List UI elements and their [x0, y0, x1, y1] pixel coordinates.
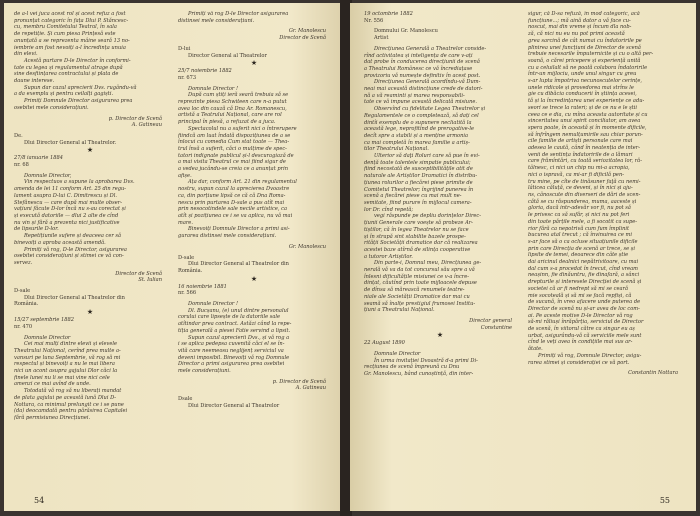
text-line: urbat, asigurându-vă că serviciile mele sunt: [528, 332, 642, 339]
text-line: România.: [14, 301, 39, 308]
text-line: unele ridicole și provedorea mai strîns le: [528, 84, 634, 91]
text-line: ai. Pe aceste motive D-le Director vă rog: [528, 312, 633, 319]
text-line: În urma invitației Dvoastră d-a primi Di-: [374, 357, 478, 364]
text-line: iembrie am fost nevoiți a-l încredința unuia: [14, 44, 126, 51]
signature-line: Constantine: [480, 324, 512, 331]
text-line: Primiți vă rog D-le Director asigurarea: [188, 11, 289, 17]
text-line: grea sarcină de cât numai cu îndatoririle pe: [528, 37, 642, 44]
text-line: avea loc din cauză că Dna Ar. Romanescu,: [178, 105, 287, 112]
text-line: Dlui Director General al Theatrelor din: [24, 294, 125, 301]
section-star-divider: ★: [250, 274, 258, 283]
text-line: osebitei considerațiuni și stimei ce vă con-: [14, 253, 124, 260]
text-line: societei că ar fi nedrept să mi se ceară: [528, 285, 629, 292]
text-line: Primiți Domnule Director asigurarea prea: [24, 98, 133, 105]
text-line: să-mi răliuși înrăpărția, serviciul de Director: [528, 319, 644, 326]
text-line: mie socoteală și să mi se facă repfiși, că: [528, 292, 632, 299]
signature-line: Director general: [469, 317, 512, 324]
text-line: a mai visita Theatrul ce mai fiind sigur de: [178, 159, 286, 166]
text-line: înlocui cu comedia Cum stat toate — Thea-: [178, 139, 290, 146]
text-line: Nottara, ca minimul prelungit ce i se pune: [14, 401, 124, 408]
text-line: adesea le caută, când în neatenția de inter-: [528, 145, 640, 152]
text-line: Binevoiți Domnule Director a primi asi-: [188, 226, 290, 233]
text-line: daune interese.: [14, 78, 55, 85]
text-line: fără permisiunea Direcțiunei.: [14, 414, 91, 421]
text-line: artistă a Teatrului Național, care are rol: [178, 112, 282, 119]
text-line: i se aplica pedepsa cuvenită căci el se în-: [178, 341, 285, 348]
text-line: Dlui Director General al Theatrelor din: [188, 261, 289, 268]
text-line: Director General al Theatrelor: [188, 52, 267, 59]
text-line: 25/7 noiembrie 1882: [178, 68, 232, 75]
text-line: s-ar lupta împotriva necunoscutelor cerințe,: [528, 78, 642, 85]
text-line: Nr. 556: [364, 17, 384, 24]
text-line: naturale ale Artiștilor Dramatici în distribu-: [364, 173, 478, 180]
text-line: tate cu legea și regulamentul atrage după: [14, 64, 123, 71]
text-line: D-sale: [178, 254, 195, 261]
text-line: de scenă, în viitorul către ca singur eu aș: [528, 326, 635, 333]
text-line: trul însă a suferit, căci o mulțime de spec-: [178, 145, 287, 152]
text-line: nerală vă va da tot concursul său spre a vă: [364, 267, 475, 274]
text-line: de sucană, în vreo afacere unde puterea de: [528, 299, 641, 306]
text-line: ca mai completă în marea familie a artiș-: [364, 139, 470, 146]
text-line: Domnule Director: [374, 351, 421, 358]
text-line: 16 noiembrie 1881: [178, 283, 227, 290]
text-line: Primiți vă rog, D-le Director, asigurarea: [24, 246, 127, 253]
text-line: acestei baze atîrnă de silința cooperative: [364, 246, 471, 253]
text-line: tâlnesc, ci nici un chip nu mi-a acropia,: [528, 165, 630, 172]
text-line: Gr. Manolescu, bând cunoștință, din inter-: [364, 371, 474, 378]
text-line: Din parte-i, Domnul meu, Direcțiunea ge-: [374, 260, 482, 267]
text-line: 22 August 1890: [364, 340, 405, 347]
text-line: nostru, supun cazul la aprecierea Dvoastre: [178, 186, 290, 193]
signature-line: p. Director de Scenă: [272, 378, 326, 385]
text-line: fiind necostată de susceptibilitățile atit de: [364, 166, 473, 173]
text-line: și execută datoriile — dlui 2 alte de cînd: [14, 212, 119, 219]
text-line: care frămîntări, cu toată seriozitatea lor, ră-: [528, 158, 642, 165]
text-line: dal cum s-a procedat în trecut, cînd vream: [528, 265, 638, 272]
text-line: bucurea atal trecut ; că învinuirea ce mi: [528, 232, 632, 239]
text-line: nici o ispravă, ca mi-ar fi dificilă pen-: [528, 171, 624, 178]
text-line: Totodată vă rog să nu liberați mandat: [24, 388, 122, 395]
text-line: gie cu dibăcia conducerii în știința acesei,: [528, 91, 637, 98]
text-line: într-un mijlociu, unde unul singur cu greu: [528, 71, 637, 78]
text-line: cile familie de artiști personale care mai: [528, 138, 633, 145]
text-line: din toate părțile mele, a fi socotit ca supe-: [528, 218, 638, 225]
text-line: Supun dar cazul aprecierii Dvs. rugându-vă: [24, 84, 137, 91]
section-star-divider: ★: [250, 59, 258, 68]
text-line: drepturile și interesele Direcției de scenă și: [528, 279, 642, 286]
text-line: din elevi.: [14, 51, 38, 58]
text-line: mare.: [178, 219, 193, 226]
text-line: 19 octombrie 1882: [364, 11, 413, 17]
text-line: ză, că nici nu eu nu pot primi această: [528, 31, 625, 38]
text-line: sinceritatea unui spirit conciliator, am avea: [528, 118, 641, 125]
text-line: tate ce vă impune această delicată misiune.: [364, 99, 477, 106]
text-line: de dînsa să mărească renumele teatre-: [364, 287, 465, 294]
text-line: spera poate, în această și în momente dificile,: [528, 124, 647, 131]
text-line: anunțată a se reprezenta mâine seară 13 no-: [14, 37, 130, 44]
text-line: vansuri pe luna Septembrie, vă rog să mi: [14, 354, 121, 361]
text-line: Ața dar, conform Art. 21 din regulamentul: [188, 179, 297, 186]
signature-line: A. Gatineau: [131, 122, 162, 129]
signature-line: Gr. Manolescu: [288, 28, 326, 35]
text-line: înlesni dificultățile misiunei ce v-a încre-: [364, 273, 469, 280]
text-line: Dlui Director General al Theatrelor.: [24, 139, 117, 146]
text-line: atît și pozițiunea ce i se va aplica, nu vă mai: [178, 212, 293, 219]
signature-line: Gr. Manolescu: [288, 243, 326, 250]
text-line: nr. 566: [178, 290, 197, 297]
text-line: a Theatrului Românesc ce vă încrediațase: [364, 65, 473, 72]
text-line: Domnule Director: [24, 334, 71, 341]
right-page: [350, 3, 696, 511]
text-line: Theatrului Național, cerînd prea multe a-: [14, 347, 121, 354]
text-line: lor Dr. cînd repetă;: [364, 206, 414, 213]
text-line: rior fără ca nepotrivă cum fum împlinit: [528, 225, 630, 232]
text-line: de plata gajului pe această lună Dlui D-: [14, 394, 116, 401]
text-line: s-ar face să o ca ocluse situațiunile dificile: [528, 238, 638, 245]
text-line: nr. 68: [14, 162, 29, 169]
text-line: (da) deocamdată pentru părăsirea Capitalei: [14, 408, 128, 415]
page-number-left: 54: [34, 496, 45, 505]
text-line: Dsale: [178, 396, 193, 403]
text-line: neai mai această distincțiune crede de datori-: [364, 86, 483, 93]
text-line: nu vin și fără a prezenta nici justificative: [14, 219, 120, 226]
text-line: Comitetul Theatrelor; îngrijind punerea în: [364, 186, 474, 193]
text-line: țiunea rolurilor a fiecărei piese primite de: [364, 179, 473, 186]
text-line: tiția generală a piesei Fatie servind a lipsit.: [178, 327, 291, 334]
left-page-column-2: [178, 11, 330, 489]
text-line: dintîi exemplu de o supunere necliatită la: [364, 119, 472, 126]
text-line: de a-l vei juca acest rol și acest refuz a fost: [14, 11, 126, 17]
text-line: de lipsurile D-lor.: [14, 226, 59, 233]
text-line: vită care neemeosu neglijenț serviciul va: [178, 347, 284, 354]
text-line: lâticea căluță, ce deveni, și în nici și aju-: [528, 185, 633, 192]
text-line: ătate.: [528, 346, 543, 353]
text-line: trebuie necesarile împuternicite și cu o altă per-: [528, 51, 654, 58]
text-line: nă a vă reaminti și marea responsabili-: [364, 92, 465, 99]
text-line: dai aricinul dealnici nepătrivitoare, cu mai: [528, 259, 639, 266]
right-page-column-1: [364, 11, 516, 489]
text-line: vațiuni făcute D-lor încă nu s-au corectat și: [14, 206, 126, 213]
text-line: Domnule Director !: [188, 85, 239, 92]
text-line: niale ale Societății Dramatice dar mai cu: [364, 293, 470, 300]
text-line: tru mine, pe cîte de tinăsuner faţă cu nemi-: [528, 178, 641, 185]
text-line: sigur, că D-sa refuză, în mod categoric, acă: [528, 11, 640, 17]
text-line: țiunii Generale care voește să probeze Ar-: [364, 220, 473, 227]
text-line: soană, o cărei pricepere și experiență unită: [528, 57, 641, 64]
text-line: Direcțiunea Generală acordîndu-vă Dum-: [374, 79, 481, 86]
text-line: nescu prin purtarea D-sale a pus atît mai: [178, 199, 285, 206]
text-line: 27/8 ianuarie 1884: [14, 155, 63, 162]
text-line: provizoriu vă numește definitiv în acest post.: [364, 72, 481, 79]
left-page-column-1: [14, 11, 166, 489]
signature-line: Director de Scenă: [115, 270, 162, 277]
text-line: a vedea jucându-se creia ce a anunțat prin: [178, 166, 288, 173]
text-line: nr. 470: [14, 323, 33, 330]
left-page: [4, 3, 342, 511]
text-line: nr. 673: [178, 74, 197, 81]
text-line: Cei mai mulți dintre elevii și elevele: [24, 341, 118, 348]
text-line: osebitei mele considerațiuni.: [14, 104, 89, 111]
text-line: binevoiți a aproba această amendă.: [14, 239, 106, 246]
text-line: rînd activitatea și inteligența de care v-ați: [364, 52, 473, 59]
text-line: Regulamentele ce o completează, să dați cel: [364, 112, 479, 119]
text-line: recțiunea de scenă împreună cu Dnu: [364, 364, 460, 371]
text-line: atîtindar prea contract. Astăzi când la repe-: [178, 321, 292, 328]
text-line: pronunțat categoric în fața Dlui P. Stăncesc-: [14, 17, 129, 24]
text-line: rității Societății dramatice dar că realizarea: [364, 240, 478, 247]
text-line: D-lui: [178, 45, 191, 52]
text-line: prin care Direcția de scenă ar trece, se și: [528, 245, 636, 252]
text-line: Dl. Bucșanu, (e) unul dintre personalul: [188, 307, 289, 314]
text-line: respectul și binevoiți a nu le mai libera: [14, 361, 115, 368]
text-line: cu a celuilalt să ne poată colabora îndatoririle: [528, 64, 648, 71]
right-page-column-2: [528, 11, 682, 489]
signature-line: Director de Scenă: [279, 35, 326, 42]
text-line: ns, cânoscute din diverseri de dări de scen-: [528, 191, 641, 198]
text-line: Direcțiunea Generală a Theatrelor conside-: [374, 45, 487, 52]
text-line: Primiți vă rog, Domnule Director, asigu-: [538, 352, 642, 359]
text-line: tă și la încredințarea unei experiențe ce adu-: [528, 98, 645, 105]
text-line: principal în piesă, a refuzat de a juca.: [178, 119, 276, 126]
text-line: semitate, fiind purure în mijlocul camera-: [364, 199, 472, 206]
text-line: gloria, dacă intr-adevăr vor fi, nu pot să: [528, 205, 631, 212]
text-line: deveni imposibil. Binevoiți vă rog Domnule: [178, 354, 290, 361]
text-line: seamă să înalțe prestigiul frumosei Institu-: [364, 300, 476, 307]
text-line: seori se trece la rateri; și de ce nu e le știi: [528, 104, 638, 111]
text-line: cătă se cu răspunderea, muma, aaceste și: [528, 198, 637, 205]
text-line: Spectacolul nu a suferit nici o întrerupere: [188, 125, 297, 132]
text-line: Domnule Director !: [188, 301, 239, 308]
text-line: să înfrîngem nemulțumirile sau chiar porun-: [528, 131, 643, 138]
text-line: lipsite de temei, deoarece din câte știe: [528, 252, 629, 259]
section-star-divider: ★: [86, 146, 94, 155]
text-line: finele lunei nu li se mai vine nici cele: [14, 374, 110, 381]
text-line: 15/27 septembrie 1882: [14, 317, 75, 324]
signature-line: A. Gatineau: [295, 385, 326, 392]
text-line: Director a primi asigurarea prea osebitei: [178, 361, 285, 368]
text-line: decît spre a stabili și a menține armonia: [364, 132, 469, 139]
text-line: tiștilor, că în legea Theatrelor nu se face: [364, 226, 469, 233]
text-line: lament asupra D-lui C. Dimitrescu și Dl.: [14, 192, 117, 199]
text-line: plinirea unei funcțiuni de Director de scenă: [528, 44, 641, 51]
text-line: dințat, căutînd prin toate mijloacele depuse: [364, 280, 477, 287]
text-line: țiuni a Theatrului Național.: [364, 307, 435, 314]
text-line: Repetițiunile sufere și deaceea cer să: [24, 233, 122, 240]
section-star-divider: ★: [86, 308, 94, 317]
text-line: După cum știți ieră seară trebuia să se: [188, 92, 289, 99]
text-line: Observînd cu fidelitate Legea Theatrelor și: [374, 106, 486, 113]
text-line: le privesc ca să sufăr, și nici nu pot feri: [528, 212, 630, 219]
text-line: scenă a fiecărei piese cu mai mult ne-: [364, 193, 462, 200]
text-line: ca, din porțiune lipsă ce că că Dna Roma-: [178, 192, 286, 199]
text-line: a da exemplu și pentru ceilalți gagiști.: [14, 91, 114, 98]
signature-line: St. Iulian: [138, 277, 162, 284]
text-line: cînd le veți avea în condițiile mai sus ar-: [528, 339, 633, 346]
text-line: Domnule Director,: [24, 172, 72, 179]
signature-line: Constantin Nottara: [628, 370, 678, 377]
text-line: mele considerațiuni.: [178, 368, 231, 375]
text-line: cu, membru Comitetului Teatral, în sala: [14, 24, 117, 31]
text-line: Director de scenă nu și-ar avea de loc com-: [528, 305, 640, 312]
text-line: funcțiune...; mă aină dator a vă face cu-: [528, 17, 631, 24]
text-line: Vin respectuos a supune la aprobarea Dvs.: [24, 179, 135, 186]
text-line: neașinn, fie dinăuntru, fie dinafară, a sânci: [528, 272, 640, 279]
text-line: Ulterior să daţi Roluri care să pue în evi-: [374, 153, 480, 160]
text-line: servez.: [14, 259, 33, 266]
text-line: dat probe în conducerea direcțiunii de scenă: [364, 59, 480, 66]
text-line: Domnului Gr. Manolescu: [374, 28, 438, 35]
text-line: tilor Theatrului Național.: [364, 146, 429, 153]
signature-line: p. Director de Scenă: [108, 115, 162, 122]
text-line: Supun cazul aprecierii Dvs., și vă rog a: [188, 334, 290, 341]
text-line: gurarea distinsei mele considerațiuni.: [178, 233, 277, 240]
text-line: vegi răspunde pe depliu dorințelor Direc-: [374, 213, 482, 220]
text-line: Dlui Director General al Theatrelor: [188, 402, 280, 409]
text-line: și în strapă sint stabilite bazele prospe-: [364, 233, 466, 240]
text-line: reprezinte piesa Schwiteen care n-a putut: [178, 99, 287, 106]
text-line: amenda de lei 11 conform Art. 25 din regu-: [14, 186, 127, 193]
text-line: distinsei mele considerațiuni.: [178, 17, 255, 24]
text-line: fiindcă am luat îndată dispozițiunea de a se: [178, 132, 291, 139]
text-line: de repetiție. Și cum piesa Prințesă este: [14, 31, 116, 38]
text-line: prin nesocotindele sale necile artistice, ca: [178, 206, 288, 213]
text-line: Stefănescu — care după mai multe obser-: [14, 199, 122, 206]
text-line: a tutoror Artiștilor.: [364, 253, 413, 260]
page-number-right: 55: [659, 496, 670, 505]
text-line: ceea ce e dia, cu mîna aceasta autoritate și cu: [528, 111, 648, 118]
section-star-divider: ★: [436, 331, 444, 340]
text-line: Acestă purtare D-le Director în conformi-: [24, 57, 131, 64]
text-line: tatori indignate publicul și-l descuragiază de: [178, 152, 294, 159]
text-line: România.: [178, 267, 203, 274]
text-line: D-sale: [14, 288, 31, 295]
text-line: nici un acont asupra gajului Dlor căci la: [14, 368, 118, 375]
text-line: venii de sentința îndatoririle de a lămuri: [528, 151, 633, 158]
text-line: rarea stimei și considerației ce vă port.: [528, 359, 630, 366]
text-line: afișe.: [178, 172, 192, 179]
text-line: sine desființarea contractului și plata de: [14, 71, 119, 78]
text-line: Artist: [374, 35, 389, 42]
text-line: această lege, neprofitînd de prerogative-le: [364, 126, 475, 133]
text-line: dență toate talentele simpatie publicului;: [364, 159, 471, 166]
text-line: corului care lipsește de la datoriile sale: [178, 314, 281, 321]
text-line: noscut, mai din vreme și încum dla nob-: [528, 24, 632, 31]
text-line: amenzi ce mai avînd de unde.: [14, 381, 91, 388]
text-line: De.: [14, 132, 23, 139]
